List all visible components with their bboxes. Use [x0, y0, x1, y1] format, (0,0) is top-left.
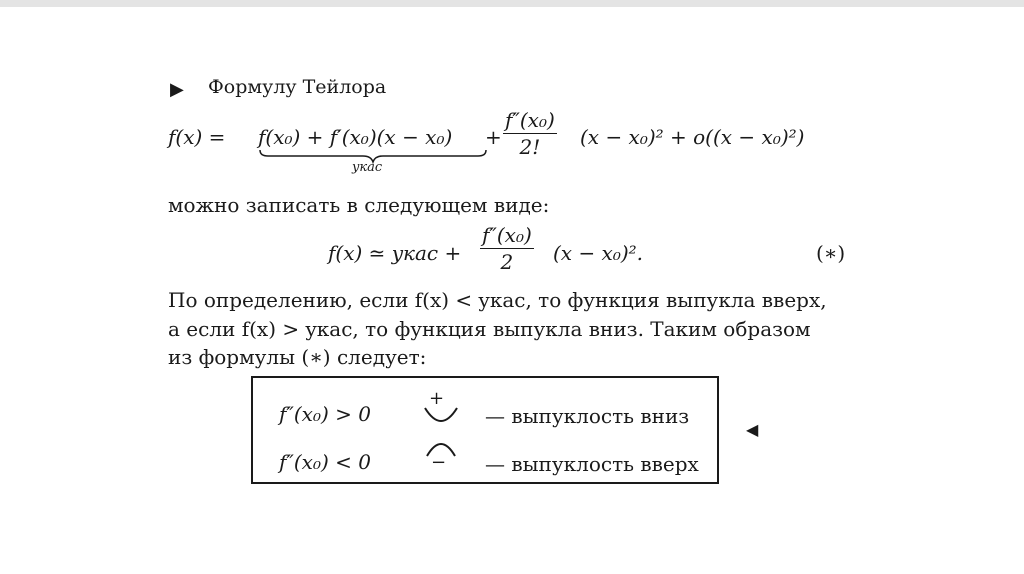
convexity-table	[251, 376, 719, 484]
taylor-frac-den: 2!	[519, 135, 541, 159]
bullet-triangle-icon: ▶	[170, 79, 184, 100]
intro-line: можно записать в следующем виде:	[168, 193, 550, 217]
paragraph-line-3: из формулы (∗) следует:	[168, 345, 427, 369]
row-1-description: — выпуклость вниз	[485, 404, 690, 428]
brace-label: yкас	[352, 160, 383, 175]
heading: Формулу Тейлора	[208, 76, 387, 98]
taylor-plus: +	[485, 125, 502, 149]
approx-frac-num: f″(x₀)	[482, 223, 532, 247]
row-2-sign: −	[431, 452, 447, 473]
row-2-description: — выпуклость вверх	[485, 452, 699, 476]
paragraph-line-1: По определению, если f(x) < yкас, то функция выпукла вверх,	[168, 288, 827, 312]
taylor-tail: (x − x₀)² + o((x − x₀)²)	[580, 125, 805, 149]
approx-frac-den: 2	[500, 250, 514, 274]
taylor-brace-content: f(x₀) + f′(x₀)(x − x₀)	[258, 125, 453, 149]
approx-lhs: f(x) ≃ yкас +	[328, 241, 462, 265]
row-1-sign: +	[429, 388, 445, 409]
slide-top-bar	[0, 0, 1024, 7]
paragraph-line-2: а если f(x) > yкас, то функция выпукла вниз. Таким образом	[168, 317, 811, 341]
taylor-frac-num: f″(x₀)	[505, 108, 555, 132]
approx-tag: (∗)	[816, 241, 846, 265]
end-triangle-icon: ◀	[746, 420, 759, 439]
taylor-fraction	[503, 108, 557, 159]
row-2-condition: f″(x₀) < 0	[279, 450, 371, 474]
taylor-lhs: f(x) =	[168, 125, 226, 149]
approx-tail: (x − x₀)².	[553, 241, 644, 265]
row-1-condition: f″(x₀) > 0	[279, 402, 371, 426]
convex-down-arc-icon	[421, 404, 461, 426]
approx-fraction	[480, 223, 534, 274]
